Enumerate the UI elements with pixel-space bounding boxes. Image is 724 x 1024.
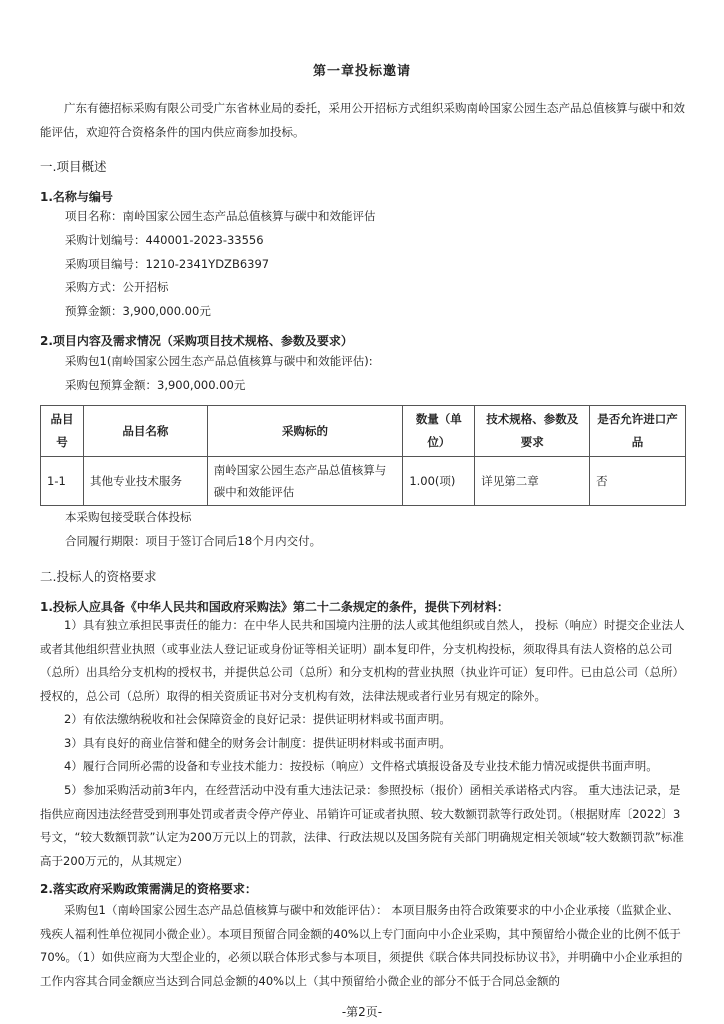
section1-sub2-heading: 2.项目内容及需求情况（采购项目技术规格、参数及要求）: [40, 334, 353, 348]
table-cell: 详见第二章: [475, 457, 590, 506]
table-row: [41, 457, 686, 506]
intro-paragraph: 广东有德招标采购有限公司受广东省林业局的委托，采用公开招标方式组织采购南岭国家公园生态产品总值核算与碳中和效能评估，欢迎符合资格条件的国内供应商参加投标。: [40, 101, 685, 139]
table-header-cell: 采购标的: [207, 406, 403, 457]
project-number: 采购项目编号：1210-2341YDZB6397: [65, 257, 270, 271]
package-budget: 采购包预算金额：3,900,000.00元: [65, 378, 246, 392]
package-line: 采购包1(南岭国家公园生态产品总值核算与碳中和效能评估):: [65, 354, 373, 368]
items-table: [40, 405, 686, 506]
policy-paragraph: 采购包1（南岭国家公园生态产品总值核算与碳中和效能评估）： 本项目服务由符合政策要求的中小企业承接（监狱企业、残疾人福利性单位视同小微企业）。本项目预留合同金额的40%以上专门面向中小企业采购，其中预留给小微企业的比例不低于70%。（1）如供应商为大型企业的，必须以联合体形式参与本项目，须提供《联合体共同投标协议书》，并明确中小企业承担的工作内容其合同金额应当达到合同总金额的40%以上（其中预留给小微企业的部分不低于合同总金额的: [40, 903, 683, 988]
procurement-method: 采购方式：公开招标: [65, 280, 169, 294]
consortium-note: 本采购包接受联合体投标: [65, 510, 192, 524]
requirement-item: 3）具有良好的商业信誉和健全的财务会计制度：提供证明材料或书面声明。: [64, 736, 451, 750]
table-cell: 1.00(项): [403, 457, 475, 506]
table-header-row: [41, 406, 686, 457]
contract-period: 合同履行期限：项目于签订合同后18个月内交付。: [65, 534, 322, 548]
table-header-cell: 技术规格、参数及要求: [475, 406, 590, 457]
table-cell: 1-1: [41, 457, 84, 506]
section2-sub2-heading: 2.落实政府采购政策需满足的资格要求：: [40, 882, 257, 896]
section1-sub1-heading: 1.名称与编号: [40, 190, 113, 204]
requirement-item: 4）履行合同所必需的设备和专业技术能力：按投标（响应）文件格式填报设备及专业技术能力情况或提供书面声明。: [64, 759, 658, 773]
table-header-cell: 是否允许进口产品: [590, 406, 686, 457]
section2-heading: 二.投标人的资格要求: [40, 569, 157, 584]
page-title: 第一章投标邀请: [312, 64, 411, 79]
section1-heading: 一.项目概述: [40, 159, 107, 174]
page-number: -第2页-: [341, 1005, 383, 1019]
section2-sub1-heading: 1.投标人应具备《中华人民共和国政府采购法》第二十二条规定的条件，提供下列材料：: [40, 600, 509, 614]
table-cell: 否: [590, 457, 686, 506]
table-header-cell: 品目名称: [83, 406, 207, 457]
project-name: 项目名称：南岭国家公园生态产品总值核算与碳中和效能评估: [65, 209, 376, 223]
plan-number: 采购计划编号：440001-2023-33556: [65, 233, 264, 247]
budget-amount: 预算金额：3,900,000.00元: [65, 304, 211, 318]
requirement-item: 2）有依法缴纳税收和社会保障资金的良好记录：提供证明材料或书面声明。: [64, 712, 451, 726]
table-header-cell: 品目号: [41, 406, 84, 457]
table-header-cell: 数量（单位）: [403, 406, 475, 457]
requirement-item: 1）具有独立承担民事责任的能力：在中华人民共和国境内注册的法人或其他组织或自然人， 投标（响应）时提交企业法人或者其他组织营业执照（或事业法人登记证或身份证等相关证明）副本复印件，分支机构投标，须取得具有法人资格的总公司（总所）出具给分支机构的授权书，并提供总公司（总所）和分支机构的营业执照（执业许可证）复印件。已由总公司（总所）授权的，总公司（总所）取得的相关资质证书对分支机构有效，法律法规或者行业另有规定的除外。: [40, 618, 685, 703]
requirement-item: 5）参加采购活动前3年内，在经营活动中没有重大违法记录：参照投标（报价）函相关承诺格式内容。 重大违法记录，是指供应商因违法经营受到刑事处罚或者责令停产停业、吊销许可证或者执照、较大数额罚款等行政处罚。（根据财库〔2022〕3号文，“较大数额罚款”认定为200万元以上的罚款，法律、行政法规以及国务院有关部门明确规定相关领域“较大数额罚款”标准高于200万元的，从其规定）: [40, 783, 684, 868]
table-cell: 其他专业技术服务: [83, 457, 207, 506]
table-cell: 南岭国家公园生态产品总值核算与碳中和效能评估: [207, 457, 403, 506]
